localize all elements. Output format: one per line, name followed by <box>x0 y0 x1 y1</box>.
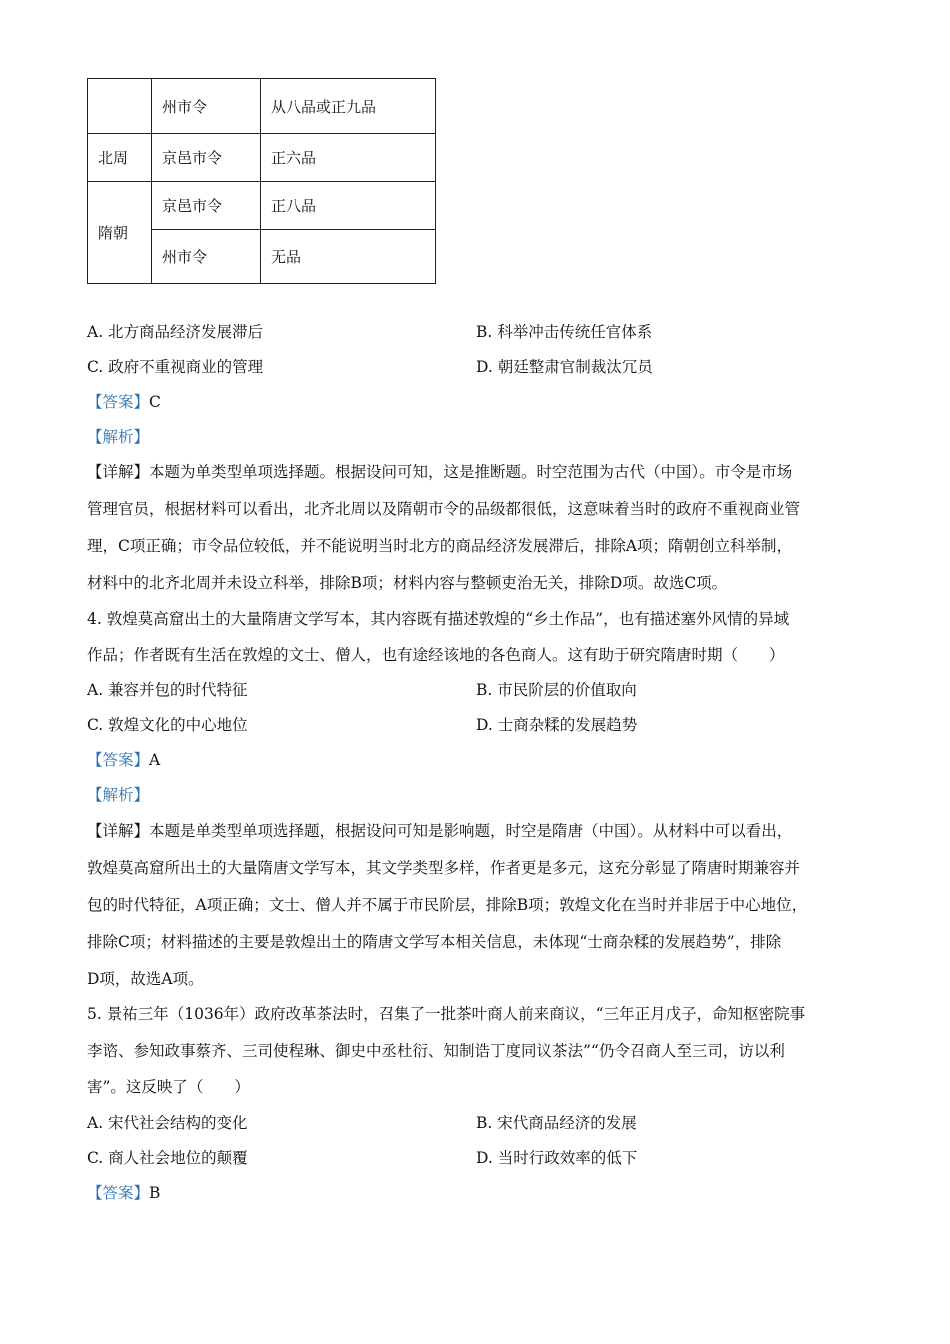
detail-tag: 【详解】 <box>87 463 150 481</box>
table-cell-rank: 正六品 <box>261 134 436 182</box>
table-cell-rank: 从八品或正九品 <box>261 79 436 134</box>
q4-answer <box>87 749 160 771</box>
q4-option-b: B. 市民阶层的价值取向 <box>476 681 637 699</box>
q4-option-a: A. 兼容并包的时代特征 <box>87 681 248 699</box>
q5-option-b: B. 宋代商品经济的发展 <box>476 1114 637 1132</box>
q4-detail-line: 敦煌莫高窟所出土的大量隋唐文学写本，其文学类型多样，作者更是多元，这充分彰显了隋唐时期兼容并 <box>87 859 801 877</box>
q4-option-c: C. 敦煌文化的中心地位 <box>87 716 248 734</box>
q5-option-d: D. 当时行政效率的低下 <box>476 1149 638 1167</box>
answer-value: B <box>149 1184 161 1202</box>
table-cell-era: 隋朝 <box>88 182 152 284</box>
answer-tag: 【答案】 <box>87 751 150 769</box>
q4-analysis-tag: 【解析】 <box>87 786 150 804</box>
q3-option-c: C. 政府不重视商业的管理 <box>87 358 264 376</box>
q4-stem-line: 作品；作者既有生活在敦煌的文士、僧人，也有途经该地的各色商人。这有助于研究隋唐时期（ ） <box>87 646 785 664</box>
q5-answer <box>87 1182 160 1204</box>
q3-detail-line <box>87 461 873 483</box>
table-cell-era: 北周 <box>88 134 152 182</box>
answer-tag: 【答案】 <box>87 1184 150 1202</box>
answer-value: A <box>149 751 161 769</box>
q5-option-c: C. 商人社会地位的颠覆 <box>87 1149 248 1167</box>
q3-option-b: B. 科举冲击传统任官体系 <box>476 323 653 341</box>
table-cell-office: 州市令 <box>152 79 261 134</box>
table-cell-rank: 正八品 <box>261 182 436 230</box>
table-row <box>88 79 436 134</box>
answer-tag: 【答案】 <box>87 393 150 411</box>
q5-stem-line: 害”。这反映了（ ） <box>87 1078 250 1096</box>
q3-detail-line: 材料中的北齐北周并未设立科举，排除B项；材料内容与整顿吏治无关，排除D项。故选C项。 <box>87 574 728 592</box>
q4-detail-line: D项，故选A项。 <box>87 970 204 988</box>
q3-detail-line: 管理官员，根据材料可以看出，北齐北周以及隋朝市令的品级都很低，这意味着当时的政府不重视商业管 <box>87 500 801 518</box>
market-official-rank-table <box>87 78 436 284</box>
answer-value: C <box>149 393 161 411</box>
table-row <box>88 134 436 182</box>
detail-text: 本题是单类型单项选择题，根据设问可知是影响题，时空是隋唐（中国）。从材料中可以看出， <box>149 822 793 840</box>
q3-answer <box>87 391 161 413</box>
table-cell-rank: 无品 <box>261 230 436 284</box>
detail-tag: 【详解】 <box>87 822 150 840</box>
table-cell-office: 京邑市令 <box>152 134 261 182</box>
q4-detail-line <box>87 820 873 842</box>
q4-stem-line: 4. 敦煌莫高窟出土的大量隋唐文学写本，其内容既有描述敦煌的“乡土作品”，也有描述塞外风情的异域 <box>87 610 790 628</box>
q3-option-d: D. 朝廷整肃官制裁汰冗员 <box>476 358 653 376</box>
q5-stem-line: 李谘、参知政事蔡齐、三司使程琳、御史中丞杜衍、知制诰丁度同议茶法”“仍令召商人至三司，访以利 <box>87 1042 785 1060</box>
q4-option-d: D. 士商杂糅的发展趋势 <box>476 716 638 734</box>
q5-stem-line: 5. 景祐三年（1036年）政府改革茶法时，召集了一批茶叶商人前来商议，“三年正月戊子，命知枢密院事 <box>87 1005 806 1023</box>
detail-text: 本题为单类型单项选择题。根据设问可知，这是推断题。时空范围为古代（中国）。市令是市场 <box>149 463 793 481</box>
q3-detail-line: 理，C项正确；市令品位较低，并不能说明当时北方的商品经济发展滞后，排除A项；隋朝创立科举制， <box>87 537 793 555</box>
q5-option-a: A. 宋代社会结构的变化 <box>87 1114 248 1132</box>
q4-detail-line: 排除C项；材料描述的主要是敦煌出土的隋唐文学写本相关信息，未体现“士商杂糅的发展趋势”，排除 <box>87 933 782 951</box>
table-cell-office: 京邑市令 <box>152 182 261 230</box>
q3-option-a: A. 北方商品经济发展滞后 <box>87 323 264 341</box>
q4-detail-line: 包的时代特征，A项正确；文士、僧人并不属于市民阶层，排除B项；敦煌文化在当时并非居于中心地位， <box>87 896 808 914</box>
table-cell-era <box>88 79 152 134</box>
table-row <box>88 182 436 230</box>
q3-analysis-tag: 【解析】 <box>87 428 150 446</box>
table-cell-office: 州市令 <box>152 230 261 284</box>
